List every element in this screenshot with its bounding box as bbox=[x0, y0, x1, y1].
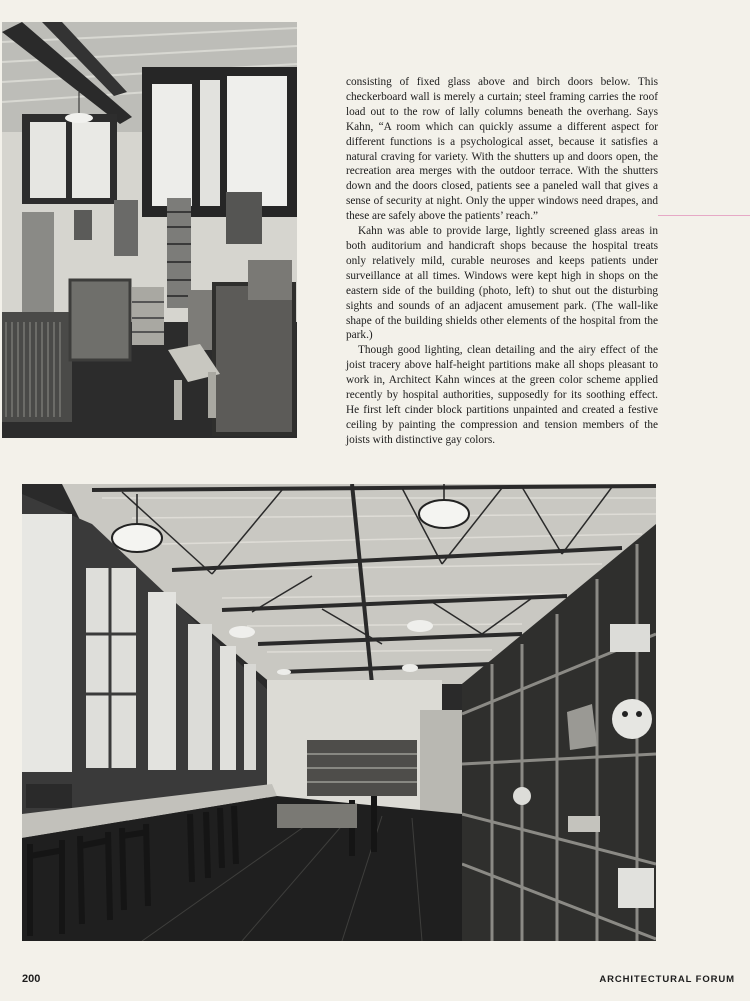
magazine-name: ARCHITECTURAL FORUM bbox=[599, 974, 735, 985]
article-paragraph-1: consisting of fixed glass above and birch doors below. This checkerboard wall is merely a curtain; steel framing carries the roof load out to the row of lally columns beneath the overhang. Says Kahn, “A room which can quickly assume a different aspect for different functions is a psychological asset, because it satisfies a natural craving for variety. With the shutters up and doors open, the recreation area merges with the outdoor terrace. With the shutters down and the doors closed, patients see a paneled wall that gives a sense of security at night. Only the upper windows need drapes, and these are safely above the patients’ reach.” bbox=[346, 76, 658, 223]
article-paragraph-3: Though good lighting, clean detailing and the airy effect of the joist tracery above half-height partitions make all shops pleasant to work in, Architect Kahn winces at the green color scheme applied recently by hospital authorities, supposedly for its soothing effect. He first left cinder block partitions unpainted and created a festive ceiling by painting the compression and tension members of the joists with distinctive gay colors. bbox=[346, 344, 658, 446]
recreation-room-photo bbox=[22, 484, 656, 941]
article-text bbox=[346, 75, 658, 448]
page-number: 200 bbox=[22, 973, 41, 985]
article-paragraph-2: Kahn was able to provide large, lightly screened glass areas in both auditorium and handicraft shops because the hospital treats only relatively mild, curable neuroses and keeps patients under surveillance at all times. Windows were kept high in shops on the eastern side of the building (photo, left) to shut out the disturbing sights and sounds of an adjacent amusement park. (The wall-like shape of the building shields other elements of the hospital from the park.) bbox=[346, 225, 658, 342]
margin-rule bbox=[658, 215, 750, 216]
handicraft-shop-photo bbox=[2, 22, 297, 438]
